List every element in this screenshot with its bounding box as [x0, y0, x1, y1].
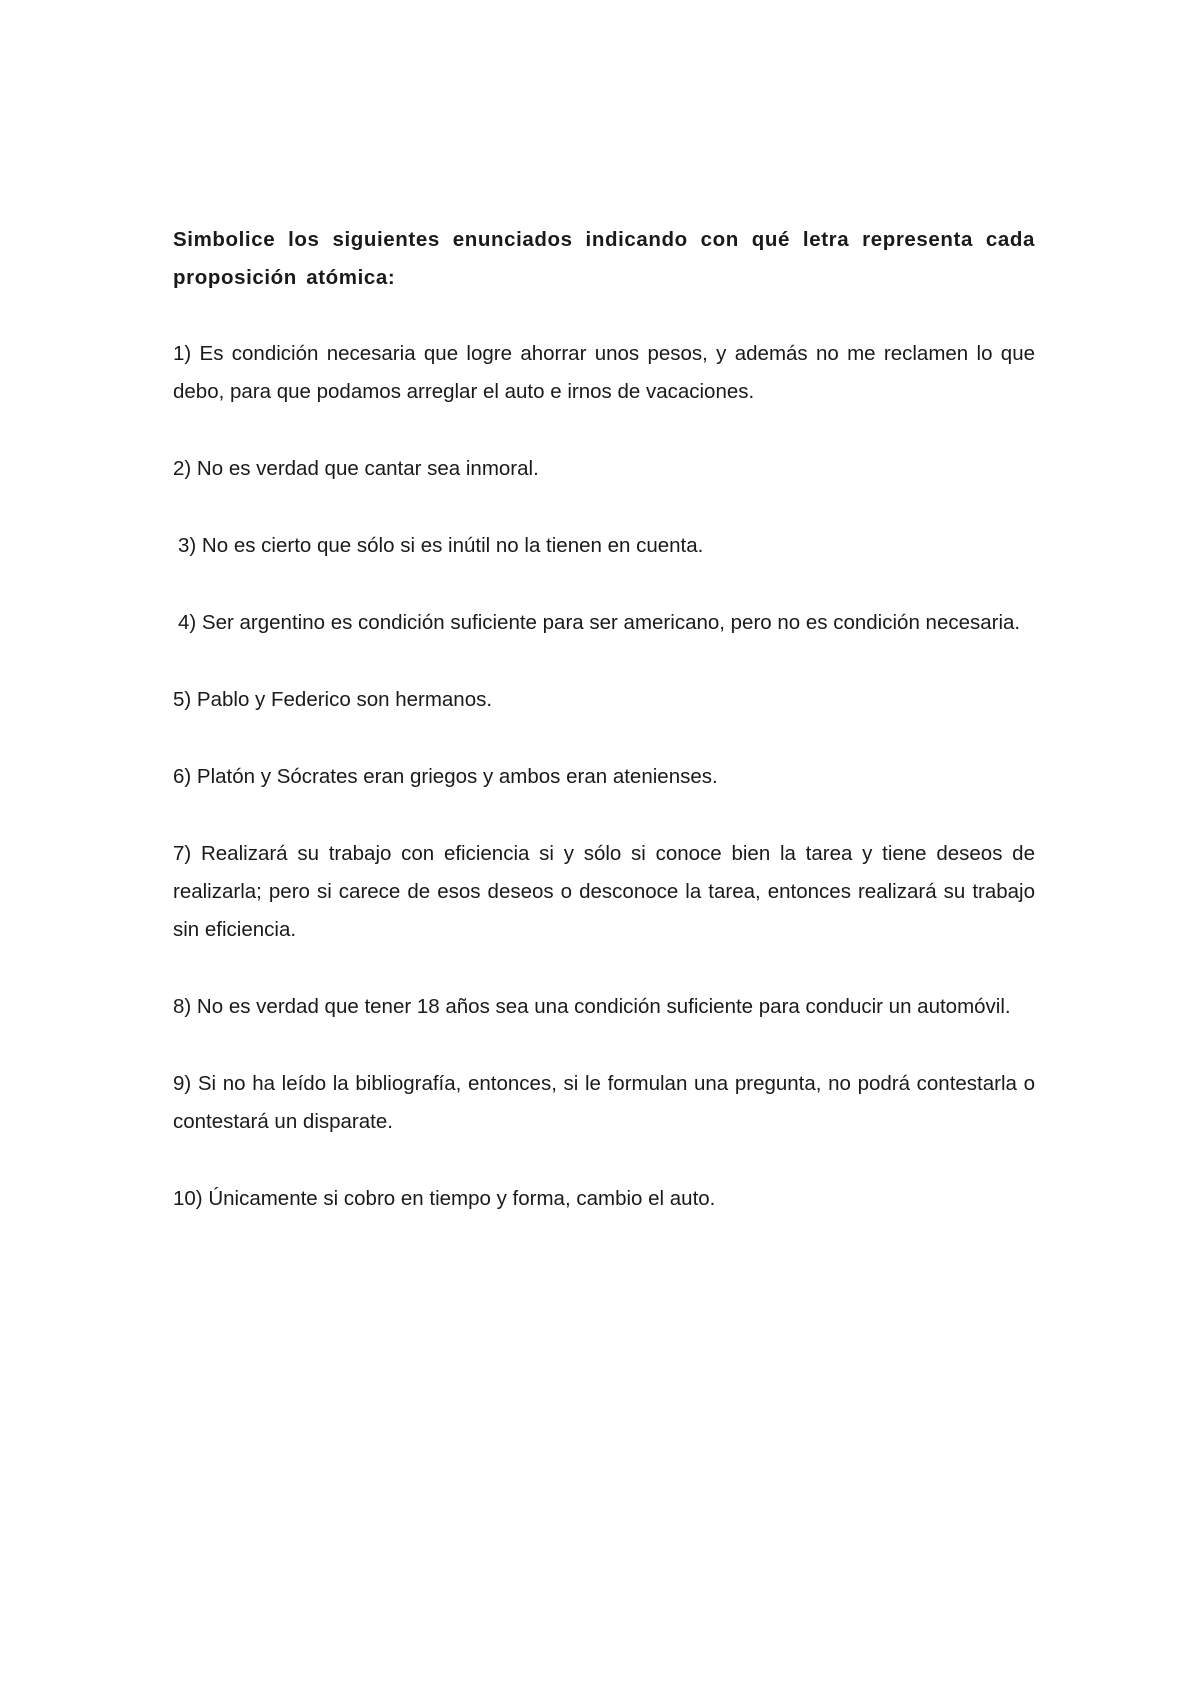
exercise-heading: Simbolice los siguientes enunciados indicando con qué letra representa cada proposición atómica: [173, 228, 1035, 289]
exercise-item-3: 3) No es cierto que sólo si es inútil no la tienen en cuenta. [178, 534, 704, 557]
exercise-item-1: 1) Es condición necesaria que logre ahorrar unos pesos, y además no me reclamen lo que debo, para que podamos arreglar el auto e irnos de vacaciones. [173, 342, 1035, 403]
exercise-item-4: 4) Ser argentino es condición suficiente para ser americano, pero no es condición necesaria. [178, 611, 1021, 634]
exercise-item-9: 9) Si no ha leído la bibliografía, entonces, si le formulan una pregunta, no podrá contestarla o contestará un disparate. [173, 1072, 1035, 1133]
document-body [173, 221, 1035, 1257]
exercise-item-5: 5) Pablo y Federico son hermanos. [173, 688, 493, 711]
exercise-item-2: 2) No es verdad que cantar sea inmoral. [173, 457, 539, 480]
exercise-item-10: 10) Únicamente si cobro en tiempo y forma, cambio el auto. [173, 1187, 716, 1210]
exercise-item-7: 7) Realizará su trabajo con eficiencia si y sólo si conoce bien la tarea y tiene deseos de realizarla; pero si carece de esos deseos o desconoce la tarea, entonces realizará su trabajo sin eficiencia. [173, 842, 1035, 941]
exercise-item-6: 6) Platón y Sócrates eran griegos y ambos eran atenienses. [173, 765, 718, 788]
exercise-item-8: 8) No es verdad que tener 18 años sea una condición suficiente para conducir un automóvil. [173, 995, 1011, 1018]
